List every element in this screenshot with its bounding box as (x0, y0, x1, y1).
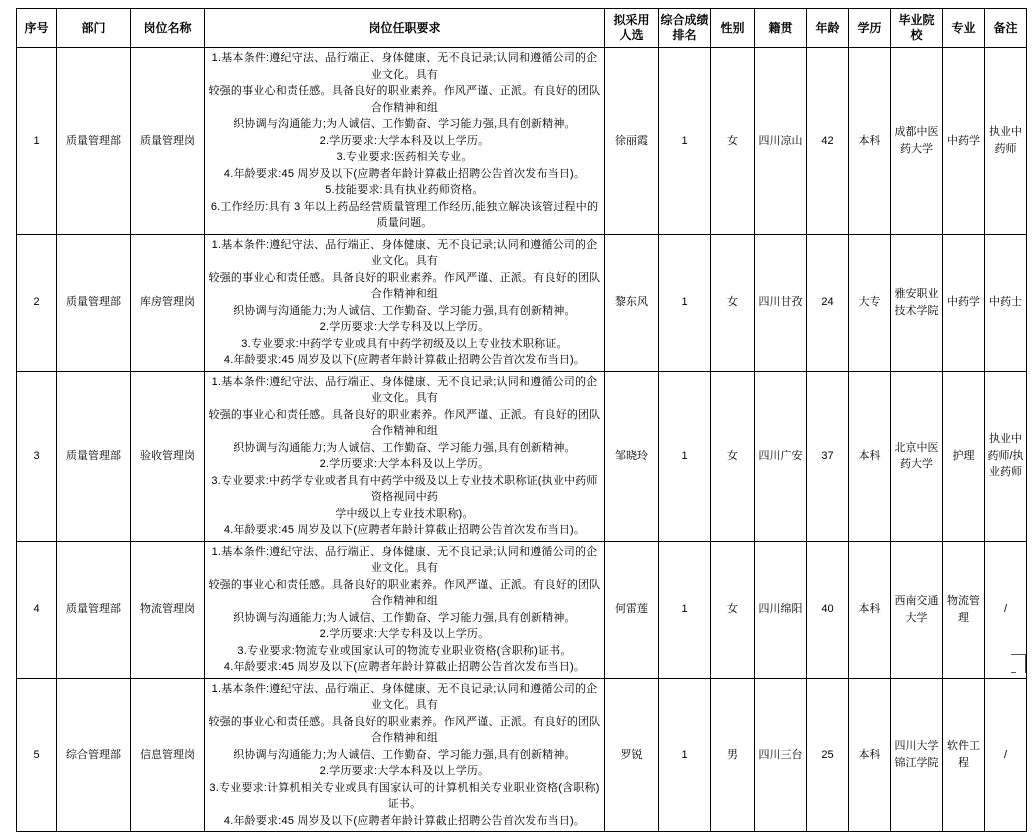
cell-post: 信息管理岗 (131, 678, 205, 832)
table-body (17, 48, 1027, 832)
header-post (131, 9, 205, 48)
header-rank-l2: 排名 (672, 28, 697, 42)
cell-school: 雅安职业技术学院 (891, 234, 943, 371)
cell-candidate: 黎东风 (605, 234, 659, 371)
cell-age: 42 (807, 48, 849, 235)
requirement-line: 织协调与沟通能力;为人诚信、工作勤奋、学习能力强,具有创新精神。 (233, 748, 576, 761)
table-row (17, 541, 1027, 678)
header-sex (711, 9, 755, 48)
header-no (17, 9, 57, 48)
cell-requirements (205, 541, 605, 678)
cell-candidate: 邹晓玲 (605, 371, 659, 541)
cell-no: 3 (17, 371, 57, 541)
header-school-l1: 毕业院 (898, 13, 935, 27)
requirement-line: 2.学历要求:大学本科及以上学历。 (319, 458, 490, 470)
cell-major: 物流管理 (943, 541, 985, 678)
header-school (891, 9, 943, 48)
requirement-line: 织协调与沟通能力;为人诚信、工作勤奋、学习能力强,具有创新精神。 (233, 611, 576, 624)
cell-post: 质量管理岗 (131, 48, 205, 235)
cell-origin: 四川绵阳 (755, 541, 807, 678)
requirement-line: 4.年龄要求:45 周岁及以下(应聘者年龄计算截止招聘公告首次发布当日)。 (223, 814, 586, 827)
header-candidate-l2: 人选 (619, 28, 644, 42)
cell-requirements (205, 234, 605, 371)
cell-major: 软件工程 (943, 678, 985, 832)
cell-origin: 四川广安 (755, 371, 807, 541)
cell-post: 物流管理岗 (131, 541, 205, 678)
cell-post: 库房管理岗 (131, 234, 205, 371)
cell-rank: 1 (659, 234, 711, 371)
requirement-line: 较强的事业心和责任感。具备良好的职业素养。作风严谨、正派。有良好的团队合作精神和组 (208, 578, 601, 607)
cell-dept: 质量管理部 (57, 371, 131, 541)
header-rank-l1: 综合成绩 (660, 13, 709, 27)
cell-school: 四川大学锦江学院 (891, 678, 943, 832)
cell-school: 成都中医药大学 (891, 48, 943, 235)
table-row (17, 371, 1027, 541)
header-major (943, 9, 985, 48)
header-origin-l1: 籍贯 (768, 20, 793, 35)
header-age-l1: 年龄 (815, 20, 840, 35)
cell-sex: 男 (711, 678, 755, 832)
requirement-line: 1.基本条件:遵纪守法、品行端正、身体健康、无不良记录;认同和遵循公司的企业文化。具有 (211, 682, 598, 711)
header-rank (659, 9, 711, 48)
cell-education: 本科 (849, 678, 891, 832)
cell-origin: 四川甘孜 (755, 234, 807, 371)
header-requirements (205, 9, 605, 48)
table-header (17, 9, 1027, 48)
requirement-line: 3.专业要求:中药学专业或具有中药学初级及以上专业技术职称证。 (241, 337, 568, 350)
header-remark (985, 9, 1027, 48)
header-post-l1: 岗位名称 (143, 20, 192, 35)
requirement-line: 较强的事业心和责任感。具备良好的职业素养。作风严谨、正派。有良好的团队合作精神和组 (208, 85, 601, 114)
header-requirements-l1: 岗位任职要求 (368, 20, 441, 35)
table-row (17, 48, 1027, 235)
requirement-line: 2.学历要求:大学专科及以上学历。 (319, 321, 490, 333)
requirement-line: 3.专业要求:中药学专业或者具有中药学中级及以上专业技术职称证(执业中药师资格视同中药 (211, 474, 598, 503)
requirement-line: 4.年龄要求:45 周岁及以下(应聘者年龄计算截止招聘公告首次发布当日)。 (223, 354, 586, 366)
cell-origin: 四川凉山 (755, 48, 807, 235)
cell-education: 本科 (849, 48, 891, 235)
requirement-line: 较强的事业心和责任感。具备良好的职业素养。作风严谨、正派。有良好的团队合作精神和组 (208, 271, 601, 300)
cell-rank: 1 (659, 678, 711, 832)
cell-sex: 女 (711, 541, 755, 678)
requirement-line: 学中级以上专业技术职称)。 (335, 507, 474, 520)
cell-no: 1 (17, 48, 57, 235)
page-corner-marker-icon (1011, 654, 1026, 673)
header-school-l2: 校 (910, 28, 923, 42)
header-dept (57, 9, 131, 48)
table-row (17, 678, 1027, 832)
cell-remark: / (985, 678, 1027, 832)
cell-major: 护理 (943, 371, 985, 541)
cell-school: 北京中医药大学 (891, 371, 943, 541)
requirement-line: 6.工作经历:具有 3 年以上药品经营质量管理工作经历,能独立解决该管过程中的质量问题。 (210, 200, 599, 229)
cell-candidate: 何雷莲 (605, 541, 659, 678)
cell-dept: 质量管理部 (57, 541, 131, 678)
header-major-l1: 专业 (951, 20, 976, 35)
header-candidate-l1: 拟采用 (613, 13, 650, 27)
cell-no: 4 (17, 541, 57, 678)
header-sex-l1: 性别 (720, 20, 745, 35)
cell-requirements (205, 678, 605, 832)
requirement-line: 较强的事业心和责任感。具备良好的职业素养。作风严谨、正派。有良好的团队合作精神和组 (208, 408, 601, 437)
requirement-line: 织协调与沟通能力;为人诚信、工作勤奋、学习能力强,具有创新精神。 (233, 441, 576, 454)
header-remark-l1: 备注 (993, 20, 1018, 35)
cell-dept: 质量管理部 (57, 234, 131, 371)
cell-remark: 执业中药师/执业药师 (985, 371, 1027, 541)
cell-sex: 女 (711, 371, 755, 541)
requirement-line: 2.学历要求:大学专科及以上学历。 (319, 628, 490, 640)
cell-dept: 综合管理部 (57, 678, 131, 832)
cell-education: 本科 (849, 541, 891, 678)
cell-rank: 1 (659, 541, 711, 678)
requirement-line: 1.基本条件:遵纪守法、品行端正、身体健康、无不良记录;认同和遵循公司的企业文化。具有 (211, 375, 598, 404)
requirement-line: 1.基本条件:遵纪守法、品行端正、身体健康、无不良记录;认同和遵循公司的企业文化。具有 (211, 238, 598, 267)
requirement-line: 1.基本条件:遵纪守法、品行端正、身体健康、无不良记录;认同和遵循公司的企业文化。具有 (211, 52, 598, 81)
cell-education: 本科 (849, 371, 891, 541)
requirement-line: 4.年龄要求:45 周岁及以下(应聘者年龄计算截止招聘公告首次发布当日)。 (223, 661, 586, 673)
cell-remark: / (985, 541, 1027, 678)
cell-age: 24 (807, 234, 849, 371)
cell-remark: 中药士 (985, 234, 1027, 371)
header-education-l1: 学历 (857, 20, 882, 35)
header-dept-l1: 部门 (81, 20, 106, 35)
cell-major: 中药学 (943, 234, 985, 371)
table-row (17, 234, 1027, 371)
requirement-line: 3.专业要求:物流专业或国家认可的物流专业职业资格(含职称)证书。 (237, 644, 572, 657)
cell-sex: 女 (711, 48, 755, 235)
requirement-line: 1.基本条件:遵纪守法、品行端正、身体健康、无不良记录;认同和遵循公司的企业文化。具有 (211, 545, 598, 574)
cell-requirements (205, 48, 605, 235)
cell-age: 37 (807, 371, 849, 541)
requirement-line: 织协调与沟通能力;为人诚信、工作勤奋、学习能力强,具有创新精神。 (233, 118, 576, 130)
cell-school: 西南交通大学 (891, 541, 943, 678)
cell-rank: 1 (659, 48, 711, 235)
cell-rank: 1 (659, 371, 711, 541)
header-row (17, 9, 1027, 48)
cell-age: 25 (807, 678, 849, 832)
cell-remark: 执业中药师 (985, 48, 1027, 235)
requirement-line: 2.学历要求:大学本科及以上学历。 (319, 134, 490, 147)
requirement-line: 3.专业要求:医药相关专业。 (336, 151, 473, 163)
cell-post: 验收管理岗 (131, 371, 205, 541)
requirement-line: 织协调与沟通能力;为人诚信、工作勤奋、学习能力强,具有创新精神。 (233, 304, 576, 317)
header-candidate (605, 9, 659, 48)
requirement-line: 4.年龄要求:45 周岁及以下(应聘者年龄计算截止招聘公告首次发布当日)。 (223, 167, 586, 180)
cell-candidate: 徐丽霞 (605, 48, 659, 235)
cell-no: 2 (17, 234, 57, 371)
cell-no: 5 (17, 678, 57, 832)
cell-sex: 女 (711, 234, 755, 371)
cell-candidate: 罗锐 (605, 678, 659, 832)
cell-education: 大专 (849, 234, 891, 371)
recruitment-table (16, 8, 1027, 832)
requirement-line: 2.学历要求:大学本科及以上学历。 (319, 765, 490, 777)
cell-requirements (205, 371, 605, 541)
cell-age: 40 (807, 541, 849, 678)
cell-major: 中药学 (943, 48, 985, 235)
header-no-l1: 序号 (24, 20, 49, 35)
cell-origin: 四川三台 (755, 678, 807, 832)
header-education (849, 9, 891, 48)
header-origin (755, 9, 807, 48)
header-age (807, 9, 849, 48)
cell-dept: 质量管理部 (57, 48, 131, 235)
requirement-line: 较强的事业心和责任感。具备良好的职业素养。作风严谨、正派。有良好的团队合作精神和组 (208, 715, 601, 744)
requirement-line: 4.年龄要求:45 周岁及以下(应聘者年龄计算截止招聘公告首次发布当日)。 (223, 524, 586, 536)
requirement-line: 5.技能要求:具有执业药师资格。 (325, 184, 484, 196)
requirement-line: 3.专业要求:计算机相关专业或具有国家认可的计算机相关专业职业资格(含职称)证书。 (209, 781, 600, 810)
